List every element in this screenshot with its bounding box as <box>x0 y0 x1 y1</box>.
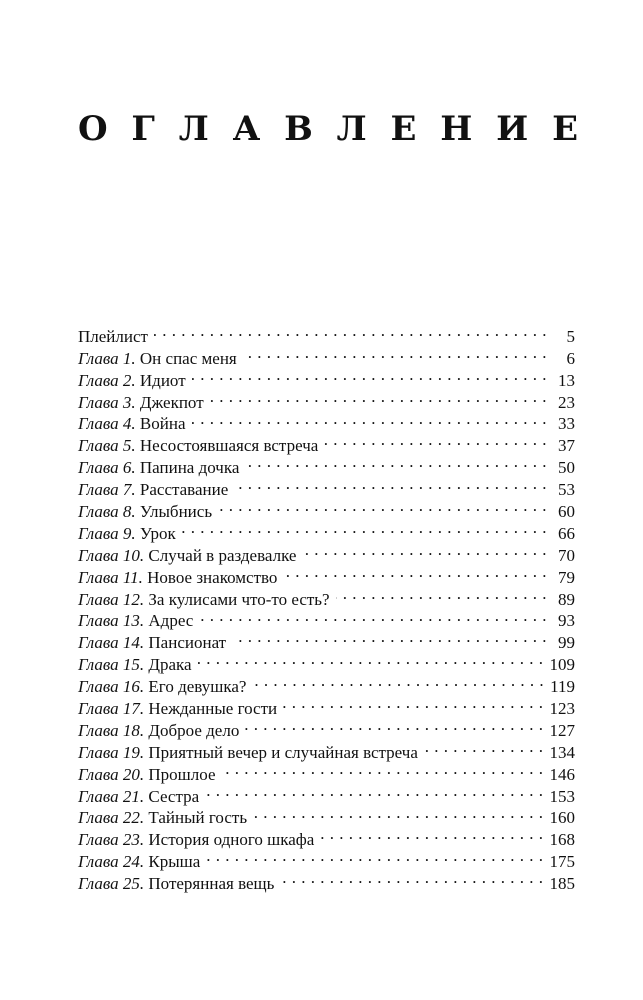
title-letter: Г <box>131 108 155 149</box>
page-number: 37 <box>558 436 575 456</box>
dot-leader <box>232 626 547 648</box>
toc-entry-label <box>78 786 199 808</box>
title-letter: Л <box>178 108 209 149</box>
chapter-number: Глава 17. <box>78 699 145 719</box>
dot-leader <box>154 320 547 342</box>
page-number: 160 <box>549 808 575 828</box>
toc-entry-label <box>78 479 228 501</box>
page-title <box>78 109 578 149</box>
chapter-title: Джекпот <box>139 392 204 412</box>
dot-leader <box>205 780 543 802</box>
page-number: 146 <box>549 764 575 784</box>
chapter-title: Потерянная вещь <box>148 874 275 894</box>
page-number: 134 <box>549 742 575 762</box>
page-number: 6 <box>566 348 575 368</box>
dot-leader <box>324 429 547 451</box>
toc-entry-label <box>78 545 296 567</box>
page-number: 89 <box>558 589 575 609</box>
dot-leader <box>182 517 547 539</box>
chapter-number: Глава 11. <box>78 567 143 587</box>
chapter-title: Крыша <box>148 852 201 872</box>
chapter-title: Тайный гость <box>148 808 248 828</box>
title-letter: О <box>78 108 108 149</box>
chapter-number: Глава 7. <box>78 480 136 500</box>
title-letter: Н <box>440 108 473 149</box>
chapter-number: Глава 21. <box>78 786 145 806</box>
page-number: 127 <box>549 720 575 740</box>
page-number: 13 <box>558 370 575 390</box>
dot-leader <box>206 845 543 867</box>
chapter-number: Глава 25. <box>78 874 145 894</box>
chapter-title: Он спас меня <box>139 348 237 368</box>
page-number: 33 <box>558 414 575 434</box>
chapter-number: Глава 6. <box>78 458 136 478</box>
toc-entry-label <box>78 610 193 632</box>
dot-leader <box>192 364 547 386</box>
dot-leader <box>320 823 543 845</box>
toc-entry-label <box>78 457 239 479</box>
chapter-title: Приятный вечер и случайная встреча <box>148 742 418 762</box>
chapter-number: Глава 15. <box>78 655 145 675</box>
chapter-title: За кулисами что-то есть? <box>148 589 330 609</box>
dot-leader <box>198 648 544 670</box>
chapter-number: Глава 4. <box>78 414 136 434</box>
dot-leader <box>283 561 547 583</box>
dot-leader <box>234 473 547 495</box>
chapter-number: Глава 3. <box>78 392 136 412</box>
chapter-title: Новое знакомство <box>147 567 278 587</box>
dot-leader <box>243 342 547 364</box>
page-number: 93 <box>558 611 575 631</box>
toc-entry-label <box>78 807 247 829</box>
page-number: 66 <box>558 523 575 543</box>
dot-leader <box>424 736 544 758</box>
page-number: 119 <box>550 677 575 697</box>
toc-entry-label <box>78 370 186 392</box>
toc-entry-label <box>78 326 148 348</box>
chapter-number: Глава 13. <box>78 611 145 631</box>
title-letter: И <box>496 108 529 149</box>
chapter-number: Глава 20. <box>78 764 145 784</box>
toc-entry-label <box>78 567 277 589</box>
chapter-title: Прошлое <box>148 764 216 784</box>
dot-leader <box>336 583 547 605</box>
dot-leader <box>283 692 543 714</box>
page-number: 60 <box>558 502 575 522</box>
page-number: 99 <box>558 633 575 653</box>
dot-leader <box>253 802 543 824</box>
dot-leader <box>192 408 548 430</box>
title-letter: В <box>284 108 313 149</box>
toc-entry-label <box>78 392 204 414</box>
page-number: 5 <box>566 326 575 346</box>
page-number: 79 <box>558 567 575 587</box>
chapter-title: Расставание <box>139 480 229 500</box>
chapter-number: Глава 24. <box>78 852 145 872</box>
page-number: 153 <box>549 786 575 806</box>
toc-entry[interactable] <box>78 342 575 368</box>
page-number: 23 <box>558 392 575 412</box>
title-letter: А <box>232 108 261 149</box>
chapter-title: Папина дочка <box>139 458 240 478</box>
chapter-title: Случай в раздевалке <box>148 545 297 565</box>
chapter-number: Глава 16. <box>78 677 145 697</box>
page-number: 185 <box>549 874 575 894</box>
title-letter: Е <box>390 108 417 149</box>
chapter-title: Нежданные гости <box>148 699 278 719</box>
chapter-number: Глава 9. <box>78 523 136 543</box>
page-number: 53 <box>558 480 575 500</box>
chapter-number: Глава 12. <box>78 589 145 609</box>
dot-leader <box>218 495 547 517</box>
chapter-number: Глава 10. <box>78 545 145 565</box>
toc-entry-label <box>78 873 274 895</box>
chapter-title: Драка <box>148 655 192 675</box>
chapter-title: Пансионат <box>148 633 227 653</box>
table-of-contents <box>78 320 575 894</box>
chapter-number: Глава 22. <box>78 808 145 828</box>
toc-entry-label <box>78 676 246 698</box>
chapter-title: Урок <box>139 523 176 543</box>
chapter-number: Глава 2. <box>78 370 136 390</box>
dot-leader <box>210 386 547 408</box>
toc-entry-label <box>78 851 200 873</box>
toc-entry-label <box>78 720 239 742</box>
chapter-title: Адрес <box>148 611 194 631</box>
chapter-number: Глава 8. <box>78 502 136 522</box>
dot-leader <box>302 539 547 561</box>
dot-leader <box>280 867 543 889</box>
dot-leader <box>222 758 544 780</box>
page-number: 109 <box>549 655 575 675</box>
chapter-title: История одного шкафа <box>148 830 315 850</box>
chapter-number: Глава 5. <box>78 436 136 456</box>
chapter-title: Его девушка? <box>148 677 247 697</box>
chapter-title: Война <box>139 414 186 434</box>
title-letter: Е <box>552 108 578 149</box>
chapter-number: Глава 1. <box>78 348 136 368</box>
toc-entry-label <box>78 654 192 676</box>
toc-entry-label <box>78 413 186 435</box>
title-letter: Л <box>336 108 367 149</box>
toc-entry-label <box>78 523 176 545</box>
toc-entry-label <box>78 764 216 786</box>
chapter-title: Доброе дело <box>148 720 240 740</box>
chapter-title: Сестра <box>148 786 200 806</box>
chapter-title: Улыбнись <box>139 502 213 522</box>
chapter-number: Глава 18. <box>78 720 145 740</box>
chapter-title: Плейлист <box>78 326 148 346</box>
page-number: 70 <box>558 545 575 565</box>
page-number: 50 <box>558 458 575 478</box>
chapter-title: Несостоявшаяся встреча <box>139 436 319 456</box>
dot-leader <box>245 714 543 736</box>
toc-entry[interactable] <box>78 320 575 346</box>
chapter-title: Идиот <box>139 370 186 390</box>
dot-leader <box>252 670 544 692</box>
chapter-number: Глава 14. <box>78 633 145 653</box>
chapter-number: Глава 19. <box>78 742 145 762</box>
page-number: 175 <box>549 852 575 872</box>
dot-leader <box>245 451 547 473</box>
dot-leader <box>199 605 547 627</box>
page-number: 123 <box>549 699 575 719</box>
page-number: 168 <box>549 830 575 850</box>
chapter-number: Глава 23. <box>78 830 145 850</box>
